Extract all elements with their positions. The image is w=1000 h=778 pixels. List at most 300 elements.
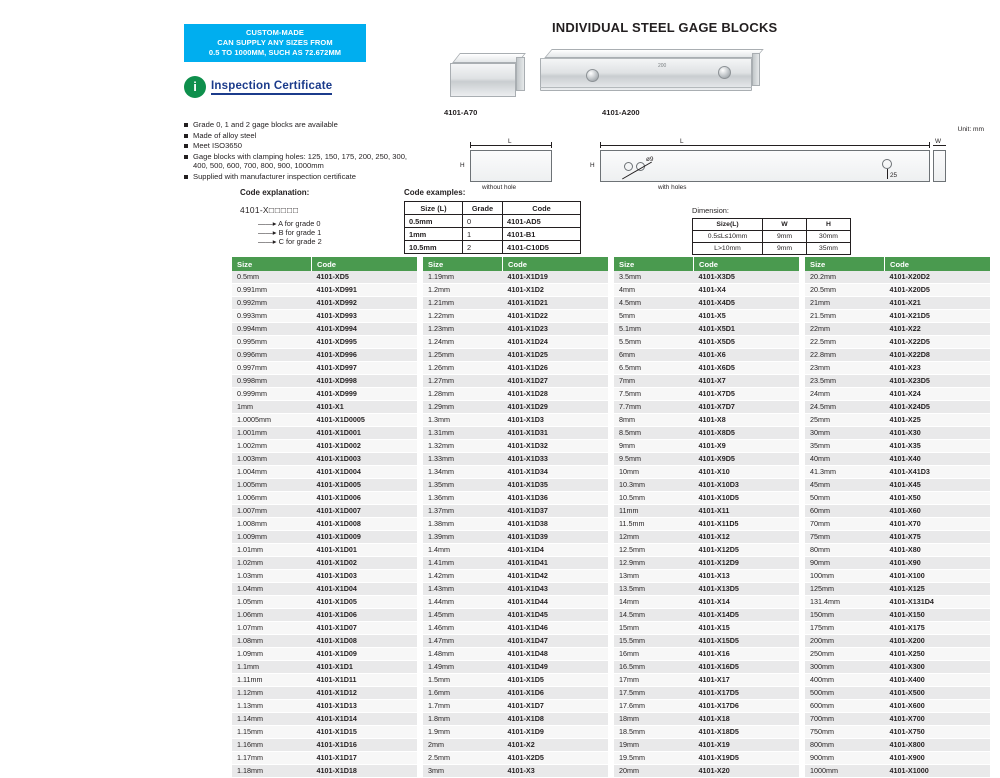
table-row	[232, 401, 417, 414]
cell-size: 23mm	[805, 362, 885, 375]
list-item: Gage blocks with clamping holes: 125, 150, 175, 200, 250, 300, 400, 500, 600, 700, 800, 900, 1000mm	[184, 152, 414, 171]
cell-size: 12.5mm	[614, 544, 694, 557]
table-row	[232, 349, 417, 362]
cell-size: 1.46mm	[423, 622, 503, 635]
table-row	[805, 752, 990, 765]
table-row	[423, 388, 608, 401]
table-row	[232, 700, 417, 713]
table-row	[423, 635, 608, 648]
table-row	[805, 674, 990, 687]
cell-code: 4101-X4D5	[694, 297, 799, 310]
table-row	[614, 453, 799, 466]
cell-size: 19mm	[614, 739, 694, 752]
cell-code: 4101-X1D26	[503, 362, 608, 375]
table-row	[232, 557, 417, 570]
cell-size: 1.34mm	[423, 466, 503, 479]
dim-label-L-2: L	[680, 138, 684, 145]
cell-size: 1.43mm	[423, 583, 503, 596]
cell-size: 1.33mm	[423, 453, 503, 466]
table-row	[423, 622, 608, 635]
table-row	[423, 687, 608, 700]
table-row	[805, 661, 990, 674]
cell-size: 18mm	[614, 713, 694, 726]
cell-size: 1.9mm	[423, 726, 503, 739]
cell-code: 4101-X3	[503, 765, 608, 778]
cell-code: 4101-X1D27	[503, 375, 608, 388]
cell-code: 4101-X1D0005	[312, 414, 417, 427]
cell-code: 4101-X22D8	[885, 349, 990, 362]
code-explanation-header: Code explanation:	[240, 188, 310, 197]
cell-size: 11.5mm	[614, 518, 694, 531]
table-row	[423, 414, 608, 427]
table-row	[423, 479, 608, 492]
code-tables	[232, 257, 990, 778]
cell-size: 25mm	[805, 414, 885, 427]
cell-size: 23.5mm	[805, 375, 885, 388]
product-photos	[430, 45, 990, 125]
cell-code: 4101-X700	[885, 713, 990, 726]
table-row	[614, 505, 799, 518]
cell-code: 4101-X23	[885, 362, 990, 375]
cell-size: 1.27mm	[423, 375, 503, 388]
cell-size: 1.25mm	[423, 349, 503, 362]
page-title: INDIVIDUAL STEEL GAGE BLOCKS	[552, 20, 778, 35]
table-row	[423, 726, 608, 739]
cell-code: 4101-B1	[503, 228, 581, 241]
table-row	[805, 765, 990, 778]
cell-code: 4101-X1D12	[312, 687, 417, 700]
table-row	[805, 544, 990, 557]
cell-code: 4101-X1D002	[312, 440, 417, 453]
table-row	[805, 648, 990, 661]
code-table-2	[423, 257, 608, 778]
cell-code: 4101-X16D5	[694, 661, 799, 674]
cell-code: 4101-X800	[885, 739, 990, 752]
cell-code: 4101-X40	[885, 453, 990, 466]
cell-code: 4101-X1D32	[503, 440, 608, 453]
code-table-2-body	[423, 271, 608, 778]
table-row	[232, 427, 417, 440]
col-header-size: Size	[423, 257, 503, 271]
cell-size: 24mm	[805, 388, 885, 401]
cell-code: 4101-X1D49	[503, 661, 608, 674]
cell-code: 4101-X1D39	[503, 531, 608, 544]
table-row	[805, 297, 990, 310]
cell-code: 4101-X17D5	[694, 687, 799, 700]
cell-size: 50mm	[805, 492, 885, 505]
drawing-caption-with-holes: with holes	[658, 184, 687, 191]
grade-label-0: A for grade 0	[278, 219, 321, 228]
cell-code: 4101-X70	[885, 518, 990, 531]
code-table-4	[805, 257, 990, 778]
grade-line-0: ——▸ A for grade 0	[258, 219, 321, 228]
cell-code: 4101-X1D31	[503, 427, 608, 440]
cell-code: 4101-X1D005	[312, 479, 417, 492]
cell-size: 13.5mm	[614, 583, 694, 596]
cell-size: 500mm	[805, 687, 885, 700]
table-row	[423, 505, 608, 518]
cell-size: 750mm	[805, 726, 885, 739]
cell-size: 16.5mm	[614, 661, 694, 674]
cell-size: 10.5mm	[614, 492, 694, 505]
cell-size: 1.37mm	[423, 505, 503, 518]
cell-code: 4101-X20D5	[885, 284, 990, 297]
cell-code: 4101-X16	[694, 648, 799, 661]
cell-code: 4101-X24	[885, 388, 990, 401]
cell-code: 4101-X1D34	[503, 466, 608, 479]
table-row	[232, 479, 417, 492]
cell-code: 4101-X5D1	[694, 323, 799, 336]
cell-code: 4101-X7D7	[694, 401, 799, 414]
table-row	[423, 713, 608, 726]
table-row	[805, 414, 990, 427]
cell-size: 60mm	[805, 505, 885, 518]
clamping-hole-icon	[718, 66, 731, 79]
cell-code: 4101-X1D43	[503, 583, 608, 596]
cell-size: 1.48mm	[423, 648, 503, 661]
cell-code: 4101-X5D5	[694, 336, 799, 349]
table-row	[423, 492, 608, 505]
custom-made-badge	[184, 24, 366, 62]
cell-code: 4101-X1D3	[503, 414, 608, 427]
cell-size: 22.8mm	[805, 349, 885, 362]
cell-code: 4101-X200	[885, 635, 990, 648]
dim-label-W: W	[935, 138, 942, 145]
cell-size: 1.006mm	[232, 492, 312, 505]
table-row	[423, 427, 608, 440]
cell-code: 4101-X23D5	[885, 375, 990, 388]
table-row	[614, 557, 799, 570]
cell-code: 4101-X1D18	[312, 765, 417, 778]
cell-size: 1.23mm	[423, 323, 503, 336]
cell-code: 4101-X1D33	[503, 453, 608, 466]
table-row	[232, 388, 417, 401]
table-row	[423, 453, 608, 466]
cell-size: 1.5mm	[423, 674, 503, 687]
col-header-size: Size	[614, 257, 694, 271]
cell-size: 5.5mm	[614, 336, 694, 349]
cell-size: 10.5mm	[405, 241, 463, 254]
table-row	[232, 466, 417, 479]
cell-size: 1.8mm	[423, 713, 503, 726]
cell-size: 0.999mm	[232, 388, 312, 401]
table-row	[614, 609, 799, 622]
cell-code: 4101-X41D3	[885, 466, 990, 479]
cell-size: 21.5mm	[805, 310, 885, 323]
table-row	[805, 531, 990, 544]
table-row	[614, 739, 799, 752]
table-row	[805, 583, 990, 596]
cell-size: 1.18mm	[232, 765, 312, 778]
cell-size-range: L>10mm	[693, 243, 763, 255]
table-row	[614, 297, 799, 310]
cell-code: 4101-X15D5	[694, 635, 799, 648]
cell-size: 22.5mm	[805, 336, 885, 349]
cell-code: 4101-X1D06	[312, 609, 417, 622]
cell-code: 4101-X1D19	[503, 271, 608, 284]
table-row	[614, 583, 799, 596]
table-row	[614, 648, 799, 661]
col-header-size: Size	[232, 257, 312, 271]
cell-code: 4101-X1D1	[312, 661, 417, 674]
cell-size: 1.19mm	[423, 271, 503, 284]
cell-size: 1.16mm	[232, 739, 312, 752]
cell-size: 11mm	[614, 505, 694, 518]
table-row	[423, 609, 608, 622]
cell-size: 250mm	[805, 648, 885, 661]
cell-size: 600mm	[805, 700, 885, 713]
table-row	[232, 713, 417, 726]
cell-size: 17.5mm	[614, 687, 694, 700]
technical-drawings	[430, 126, 990, 191]
cell-size: 100mm	[805, 570, 885, 583]
table-row	[614, 323, 799, 336]
cell-code: 4101-X1D008	[312, 518, 417, 531]
table-row	[232, 323, 417, 336]
cell-code: 4101-X17D6	[694, 700, 799, 713]
cell-code: 4101-X1D47	[503, 635, 608, 648]
table-row	[805, 635, 990, 648]
table-row	[423, 661, 608, 674]
cell-code: 4101-X300	[885, 661, 990, 674]
drawing-caption-no-hole: without hole	[482, 184, 517, 191]
cell-size: 1.39mm	[423, 531, 503, 544]
cell-size: 2mm	[423, 739, 503, 752]
table-row	[232, 609, 417, 622]
cell-size: 16mm	[614, 648, 694, 661]
cell-size: 10.3mm	[614, 479, 694, 492]
table-row	[423, 518, 608, 531]
cell-size: 1mm	[232, 401, 312, 414]
cell-code: 4101-X1D23	[503, 323, 608, 336]
info-icon: i	[184, 76, 206, 98]
cell-code: 4101-X1D007	[312, 505, 417, 518]
cell-size: 90mm	[805, 557, 885, 570]
cell-size: 1.002mm	[232, 440, 312, 453]
table-row	[232, 622, 417, 635]
dim-label-L: L	[508, 138, 512, 145]
table-row	[405, 228, 581, 241]
cell-size: 1.28mm	[423, 388, 503, 401]
cell-size: 80mm	[805, 544, 885, 557]
cell-size: 1.11mm	[232, 674, 312, 687]
cell-code: 4101-X1D8	[503, 713, 608, 726]
feature-list	[184, 120, 414, 183]
cell-size: 3.5mm	[614, 271, 694, 284]
drawing-block-with-holes	[600, 150, 930, 182]
list-item: Supplied with manufacturer inspection certificate	[184, 172, 414, 182]
cell-code: 4101-X13	[694, 570, 799, 583]
table-row	[805, 726, 990, 739]
cell-size: 1.009mm	[232, 531, 312, 544]
cell-size: 35mm	[805, 440, 885, 453]
cell-size: 125mm	[805, 583, 885, 596]
cell-code: 4101-X24D5	[885, 401, 990, 414]
cell-code: 4101-X500	[885, 687, 990, 700]
cell-code: 4101-X14D5	[694, 609, 799, 622]
table-row	[805, 518, 990, 531]
cell-size: 0.998mm	[232, 375, 312, 388]
table-row	[423, 700, 608, 713]
cell-code: 4101-X1D36	[503, 492, 608, 505]
table-row	[423, 765, 608, 778]
table-row	[232, 336, 417, 349]
table-row	[614, 492, 799, 505]
cell-size: 1.47mm	[423, 635, 503, 648]
cell-code: 4101-X1D04	[312, 583, 417, 596]
cell-size: 900mm	[805, 752, 885, 765]
table-row	[614, 349, 799, 362]
table-row	[232, 661, 417, 674]
cell-code: 4101-X90	[885, 557, 990, 570]
dim-label-H: H	[460, 162, 465, 169]
divider	[211, 93, 332, 95]
cell-code: 4101-X21D5	[885, 310, 990, 323]
table-row	[405, 241, 581, 254]
code-pattern-boxes: □□□□□	[268, 205, 300, 215]
list-item: Meet ISO3650	[184, 141, 414, 151]
table-row	[232, 518, 417, 531]
cell-grade: 2	[463, 241, 503, 254]
cell-size: 9mm	[614, 440, 694, 453]
cell-size: 3mm	[423, 765, 503, 778]
table-row	[232, 375, 417, 388]
cell-code: 4101-X1D28	[503, 388, 608, 401]
cell-size: 1.45mm	[423, 609, 503, 622]
cell-code: 4101-XD994	[312, 323, 417, 336]
table-row	[232, 687, 417, 700]
code-table-1	[232, 257, 417, 778]
table-header-row	[232, 257, 417, 271]
table-row	[232, 570, 417, 583]
cell-code: 4101-X1	[312, 401, 417, 414]
cell-size: 18.5mm	[614, 726, 694, 739]
cell-h: 30mm	[807, 231, 851, 243]
cell-size: 4mm	[614, 284, 694, 297]
table-row	[805, 375, 990, 388]
cell-size: 7.5mm	[614, 388, 694, 401]
table-row	[614, 375, 799, 388]
cell-code: 4101-X12D9	[694, 557, 799, 570]
hole-diameter-label: ø9	[646, 156, 654, 163]
table-row	[805, 427, 990, 440]
cell-size: 30mm	[805, 427, 885, 440]
table-row	[614, 700, 799, 713]
table-row	[805, 362, 990, 375]
cell-grade: 1	[463, 228, 503, 241]
cell-code: 4101-X30	[885, 427, 990, 440]
cell-code: 4101-X21	[885, 297, 990, 310]
cell-code: 4101-AD5	[503, 215, 581, 228]
badge-line-1: CUSTOM-MADE	[245, 28, 305, 37]
cell-size: 1.02mm	[232, 557, 312, 570]
cell-code: 4101-XD993	[312, 310, 417, 323]
table-row	[423, 310, 608, 323]
table-row	[232, 596, 417, 609]
cell-size: 20mm	[614, 765, 694, 778]
table-row	[423, 284, 608, 297]
table-row	[423, 271, 608, 284]
cell-code: 4101-X1D48	[503, 648, 608, 661]
cell-size: 0.994mm	[232, 323, 312, 336]
table-row	[423, 375, 608, 388]
cell-code: 4101-X1D02	[312, 557, 417, 570]
cell-size: 45mm	[805, 479, 885, 492]
code-examples-table	[404, 201, 581, 254]
cell-size: 300mm	[805, 661, 885, 674]
cell-code: 4101-X17	[694, 674, 799, 687]
table-row	[805, 349, 990, 362]
col-header-code: Code	[503, 257, 608, 271]
code-pattern-prefix: 4101-X	[240, 205, 269, 215]
cell-code: 4101-X60	[885, 505, 990, 518]
cell-size: 1.41mm	[423, 557, 503, 570]
cell-size: 1.13mm	[232, 700, 312, 713]
cell-size: 1.06mm	[232, 609, 312, 622]
cell-code: 4101-X7	[694, 375, 799, 388]
cell-code: 4101-X1D9	[503, 726, 608, 739]
cell-code: 4101-X7D5	[694, 388, 799, 401]
cell-size: 0.995mm	[232, 336, 312, 349]
grade-label-1: B for grade 1	[278, 228, 322, 237]
cell-code: 4101-X1D001	[312, 427, 417, 440]
cell-code: 4101-X131D4	[885, 596, 990, 609]
cell-size: 1.04mm	[232, 583, 312, 596]
table-row	[614, 752, 799, 765]
table-row	[232, 440, 417, 453]
cell-code: 4101-X1D01	[312, 544, 417, 557]
cell-size: 7.7mm	[614, 401, 694, 414]
cell-code: 4101-X10D5	[694, 492, 799, 505]
table-row	[232, 453, 417, 466]
table-row	[614, 622, 799, 635]
cell-code: 4101-X12D5	[694, 544, 799, 557]
table-row	[614, 674, 799, 687]
table-row	[805, 336, 990, 349]
cell-size: 1.6mm	[423, 687, 503, 700]
cell-code: 4101-X10D3	[694, 479, 799, 492]
inspection-certificate-title: Inspection Certificate	[211, 79, 333, 92]
cell-code: 4101-X1D42	[503, 570, 608, 583]
cell-code: 4101-X25	[885, 414, 990, 427]
cell-code: 4101-C10D5	[503, 241, 581, 254]
cell-code: 4101-X80	[885, 544, 990, 557]
table-row	[805, 505, 990, 518]
cell-code: 4101-X75	[885, 531, 990, 544]
cell-size: 70mm	[805, 518, 885, 531]
cell-size: 9.5mm	[614, 453, 694, 466]
table-row	[805, 271, 990, 284]
cell-size: 7mm	[614, 375, 694, 388]
cell-size: 131.4mm	[805, 596, 885, 609]
hole-circle-icon	[624, 162, 633, 171]
cell-code: 4101-X8	[694, 414, 799, 427]
cell-size: 1.24mm	[423, 336, 503, 349]
col-header-w: W	[763, 219, 807, 231]
cell-size: 1.17mm	[232, 752, 312, 765]
cell-size: 1.07mm	[232, 622, 312, 635]
table-header-row	[423, 257, 608, 271]
table-row	[423, 570, 608, 583]
table-row	[232, 739, 417, 752]
cell-size: 1.09mm	[232, 648, 312, 661]
cell-size: 1.15mm	[232, 726, 312, 739]
table-row	[614, 570, 799, 583]
table-row	[614, 635, 799, 648]
table-row	[614, 765, 799, 778]
table-row	[805, 466, 990, 479]
cell-grade: 0	[463, 215, 503, 228]
